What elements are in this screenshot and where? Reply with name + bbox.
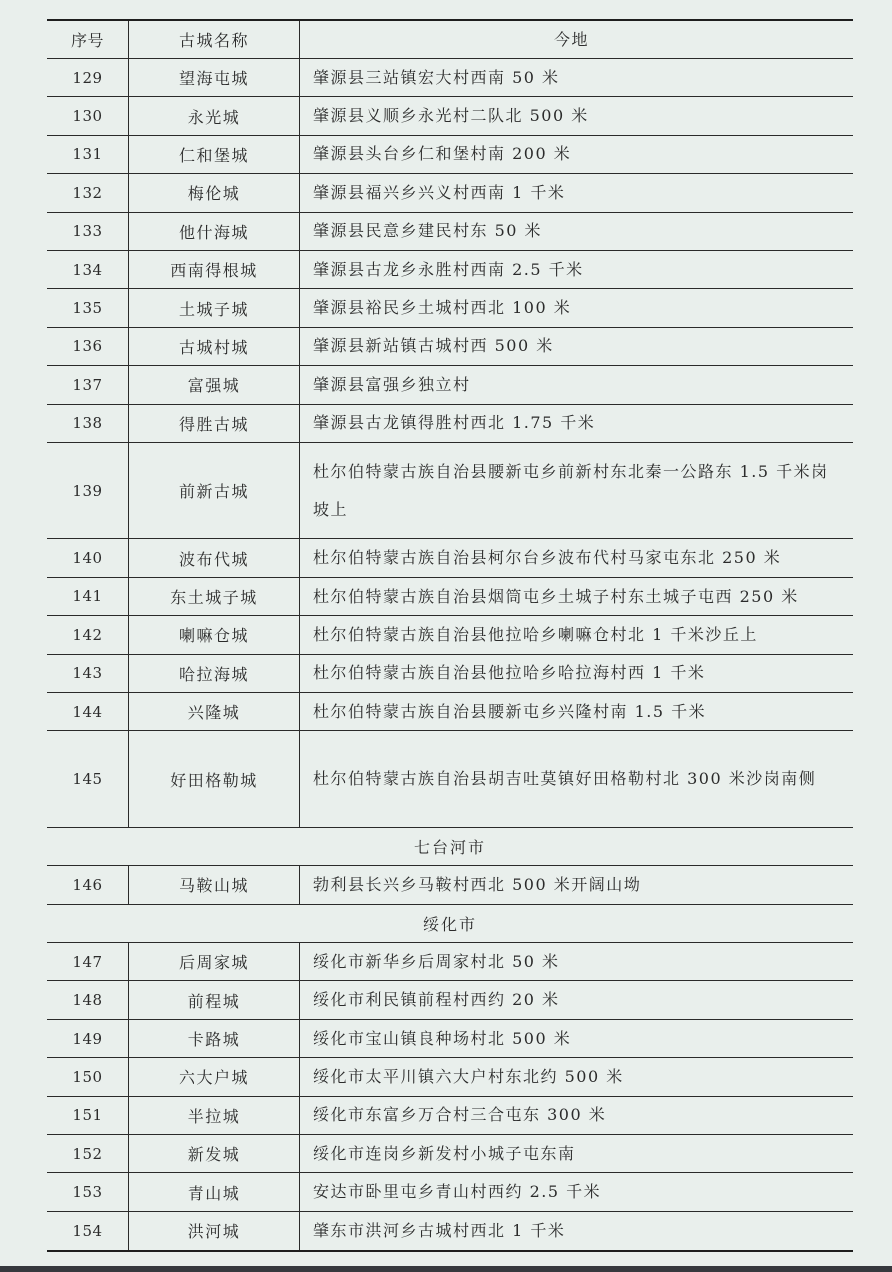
present-location: 绥化市太平川镇六大户村东北约 500 米 xyxy=(313,1066,624,1086)
table-row xyxy=(47,981,853,1019)
table-row xyxy=(47,1020,853,1058)
city-name: 波布代城 xyxy=(129,539,300,576)
row-number: 129 xyxy=(47,59,129,96)
present-location: 肇源县头台乡仁和堡村南 200 米 xyxy=(313,144,572,164)
row-number: 147 xyxy=(47,943,129,980)
city-name: 古城村城 xyxy=(129,328,300,365)
present-location: 绥化市东富乡万合村三合屯东 300 米 xyxy=(313,1105,607,1125)
present-location: 肇源县民意乡建民村东 50 米 xyxy=(313,221,543,241)
row-number: 149 xyxy=(47,1020,129,1057)
city-name: 东土城子城 xyxy=(129,578,300,615)
row-number: 137 xyxy=(47,366,129,403)
city-name: 西南得根城 xyxy=(129,251,300,288)
present-location: 肇源县富强乡独立村 xyxy=(313,374,471,394)
table-row xyxy=(47,655,853,693)
row-number: 141 xyxy=(47,578,129,615)
row-number: 134 xyxy=(47,251,129,288)
city-name: 好田格勒城 xyxy=(129,731,300,827)
city-name: 梅伦城 xyxy=(129,174,300,211)
present-location: 杜尔伯特蒙古族自治县腰新屯乡兴隆村南 1.5 千米 xyxy=(313,701,707,721)
row-number: 148 xyxy=(47,981,129,1018)
row-number: 131 xyxy=(47,136,129,173)
city-name: 新发城 xyxy=(129,1135,300,1172)
table-row xyxy=(47,405,853,443)
row-number: 145 xyxy=(47,731,129,827)
table-row xyxy=(47,1097,853,1135)
table-row xyxy=(47,443,853,540)
row-number: 152 xyxy=(47,1135,129,1172)
table-row xyxy=(47,1173,853,1211)
table-row xyxy=(47,174,853,212)
table-row xyxy=(47,539,853,577)
present-location: 杜尔伯特蒙古族自治县柯尔台乡波布代村马家屯东北 250 米 xyxy=(313,548,782,568)
present-location: 勃利县长兴乡马鞍村西北 500 米开阔山坳 xyxy=(313,874,642,894)
city-name: 兴隆城 xyxy=(129,693,300,730)
row-number: 140 xyxy=(47,539,129,576)
city-name: 富强城 xyxy=(129,366,300,403)
row-number: 142 xyxy=(47,616,129,653)
row-number: 136 xyxy=(47,328,129,365)
present-location: 杜尔伯特蒙古族自治县他拉哈乡哈拉海村西 1 千米 xyxy=(313,663,706,683)
city-name: 卡路城 xyxy=(129,1020,300,1057)
present-location: 杜尔伯特蒙古族自治县腰新屯乡前新村东北秦一公路东 1.5 千米岗坡上 xyxy=(313,461,829,519)
city-name: 青山城 xyxy=(129,1173,300,1210)
table-row xyxy=(47,97,853,135)
ancient-city-table xyxy=(47,19,853,1252)
city-name: 前新古城 xyxy=(129,443,300,539)
table-row xyxy=(47,1135,853,1173)
row-number: 132 xyxy=(47,174,129,211)
section-heading: 七台河市 xyxy=(47,828,853,866)
city-name: 后周家城 xyxy=(129,943,300,980)
row-number: 133 xyxy=(47,213,129,250)
table-row xyxy=(47,289,853,327)
city-name: 得胜古城 xyxy=(129,405,300,442)
row-number: 151 xyxy=(47,1097,129,1134)
row-number: 144 xyxy=(47,693,129,730)
table-row xyxy=(47,136,853,174)
table-row xyxy=(47,616,853,654)
table-row xyxy=(47,366,853,404)
present-location: 绥化市利民镇前程村西约 20 米 xyxy=(313,990,560,1010)
row-number: 138 xyxy=(47,405,129,442)
present-location: 肇源县新站镇古城村西 500 米 xyxy=(313,336,554,356)
present-location: 杜尔伯特蒙古族自治县烟筒屯乡土城子村东土城子屯西 250 米 xyxy=(313,586,799,606)
present-location: 绥化市宝山镇良种场村北 500 米 xyxy=(313,1028,572,1048)
present-location: 肇东市洪河乡古城村西北 1 千米 xyxy=(313,1220,566,1240)
table-row xyxy=(47,943,853,981)
row-number: 154 xyxy=(47,1212,129,1250)
table-row xyxy=(47,731,853,828)
present-location: 肇源县古龙镇得胜村西北 1.75 千米 xyxy=(313,413,596,433)
table-row xyxy=(47,1058,853,1096)
city-name: 土城子城 xyxy=(129,289,300,326)
present-location: 肇源县裕民乡土城村西北 100 米 xyxy=(313,298,572,318)
table-row xyxy=(47,213,853,251)
city-name: 永光城 xyxy=(129,97,300,134)
row-number: 135 xyxy=(47,289,129,326)
table-row xyxy=(47,693,853,731)
header-number: 序号 xyxy=(47,21,129,58)
city-name: 洪河城 xyxy=(129,1212,300,1250)
city-name: 六大户城 xyxy=(129,1058,300,1095)
present-location: 肇源县三站镇宏大村西南 50 米 xyxy=(313,67,560,87)
table-row xyxy=(47,866,853,904)
present-location: 安达市卧里屯乡青山村西约 2.5 千米 xyxy=(313,1182,602,1202)
present-location: 肇源县福兴乡兴义村西南 1 千米 xyxy=(313,182,566,202)
present-location: 肇源县古龙乡永胜村西南 2.5 千米 xyxy=(313,259,584,279)
header-location: 今地 xyxy=(553,29,589,49)
row-number: 150 xyxy=(47,1058,129,1095)
row-number: 139 xyxy=(47,443,129,539)
table-row xyxy=(47,328,853,366)
table-header-row xyxy=(47,21,853,59)
city-name: 马鞍山城 xyxy=(129,866,300,903)
row-number: 153 xyxy=(47,1173,129,1210)
table-row xyxy=(47,59,853,97)
row-number: 143 xyxy=(47,655,129,692)
row-number: 130 xyxy=(47,97,129,134)
table-row xyxy=(47,578,853,616)
present-location: 杜尔伯特蒙古族自治县胡吉吐莫镇好田格勒村北 300 米沙岗南侧 xyxy=(313,769,817,789)
present-location: 绥化市新华乡后周家村北 50 米 xyxy=(313,951,560,971)
present-location: 杜尔伯特蒙古族自治县他拉哈乡喇嘛仓村北 1 千米沙丘上 xyxy=(313,624,758,644)
present-location: 肇源县义顺乡永光村二队北 500 米 xyxy=(313,106,589,126)
city-name: 半拉城 xyxy=(129,1097,300,1134)
city-name: 前程城 xyxy=(129,981,300,1018)
table-row xyxy=(47,251,853,289)
city-name: 哈拉海城 xyxy=(129,655,300,692)
city-name: 仁和堡城 xyxy=(129,136,300,173)
city-name: 他什海城 xyxy=(129,213,300,250)
section-heading: 绥化市 xyxy=(47,905,853,943)
city-name: 望海屯城 xyxy=(129,59,300,96)
table-row xyxy=(47,1212,853,1250)
header-city-name: 古城名称 xyxy=(129,21,300,58)
row-number: 146 xyxy=(47,866,129,903)
present-location: 绥化市连岗乡新发村小城子屯东南 xyxy=(313,1143,576,1163)
city-name: 喇嘛仓城 xyxy=(129,616,300,653)
